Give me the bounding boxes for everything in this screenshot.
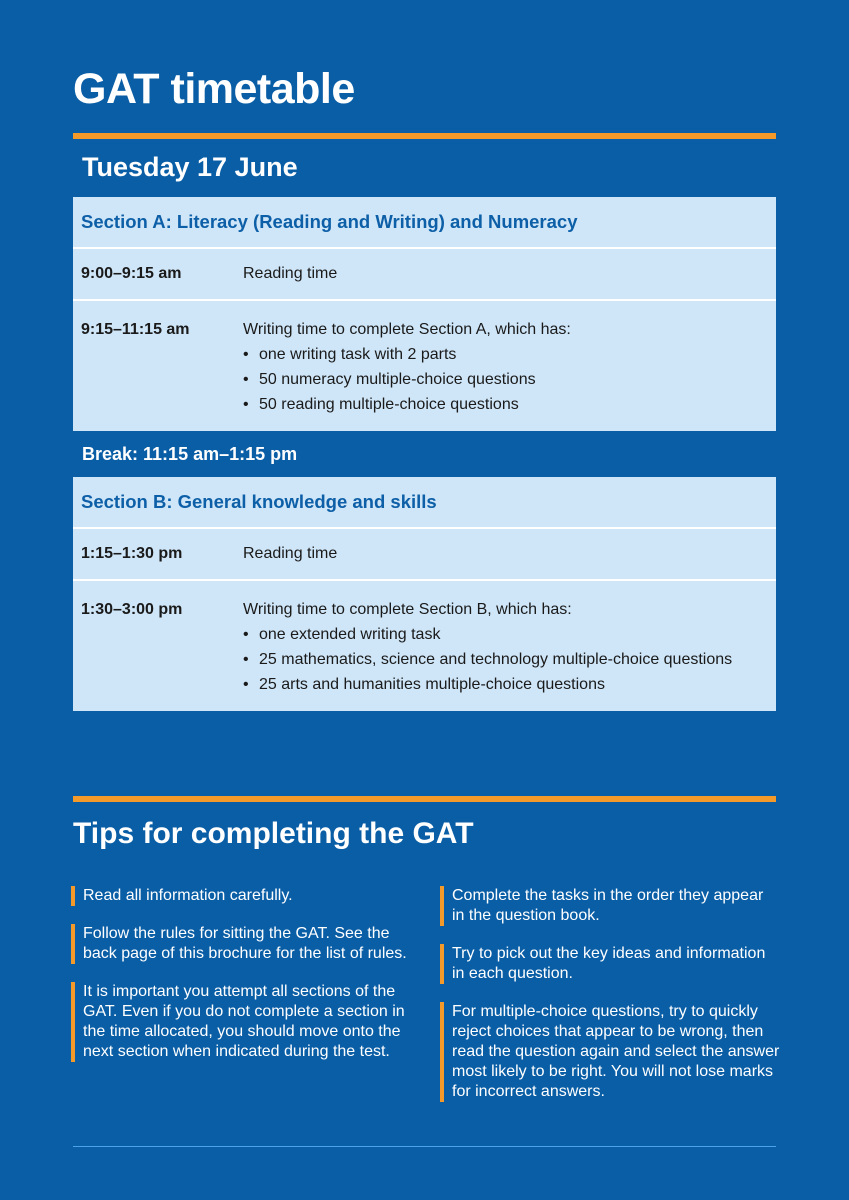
- row-intro: Writing time to complete Section B, which has:: [243, 601, 572, 618]
- section-b-title: Section B: General knowledge and skills: [73, 477, 776, 529]
- page-title: GAT timetable: [73, 65, 355, 113]
- list-item: • 25 arts and humanities multiple-choice questions: [243, 672, 768, 697]
- row-time: 9:15–11:15 am: [81, 321, 190, 338]
- section-a-title: Section A: Literacy (Reading and Writing) and Numeracy: [73, 197, 776, 249]
- bullet-list: [243, 342, 768, 417]
- tip-item: Read all information carefully.: [71, 886, 411, 906]
- table-row: [73, 249, 776, 301]
- row-time: 1:15–1:30 pm: [81, 545, 183, 562]
- tips-left-column: [71, 886, 411, 1080]
- table-row: [73, 581, 776, 711]
- row-description: Reading time: [243, 265, 338, 282]
- row-time: 1:30–3:00 pm: [81, 601, 183, 618]
- top-divider: [73, 133, 776, 139]
- tip-item: For multiple-choice questions, try to quickly reject choices that appear to be wrong, then read the question again and select the answer most likely to be right. You will not lose marks for incorrect answers.: [440, 1002, 780, 1102]
- list-item: • 50 numeracy multiple-choice questions: [243, 367, 768, 392]
- list-item: • one extended writing task: [243, 622, 768, 647]
- row-description: [243, 597, 768, 697]
- tip-item: Try to pick out the key ideas and information in each question.: [440, 944, 780, 984]
- row-description: Reading time: [243, 545, 338, 562]
- table-row: [73, 529, 776, 581]
- tips-divider: [73, 796, 776, 802]
- list-item: • one writing task with 2 parts: [243, 342, 768, 367]
- section-a-panel: [73, 197, 776, 431]
- table-row: [73, 301, 776, 431]
- tips-title: Tips for completing the GAT: [73, 817, 474, 850]
- tip-item: Complete the tasks in the order they appear in the question book.: [440, 886, 780, 926]
- tips-right-column: [440, 886, 780, 1120]
- bottom-divider: [73, 1146, 776, 1147]
- break-label: Break: 11:15 am–1:15 pm: [82, 444, 298, 464]
- list-item: • 50 reading multiple-choice questions: [243, 392, 768, 417]
- row-description: [243, 317, 768, 417]
- day-heading: Tuesday 17 June: [82, 152, 298, 182]
- row-intro: Writing time to complete Section A, which has:: [243, 321, 571, 338]
- bullet-list: [243, 622, 768, 697]
- tip-item: It is important you attempt all sections of the GAT. Even if you do not complete a section in the time allocated, you should move onto the next section when indicated during the test.: [71, 982, 411, 1062]
- list-item: • 25 mathematics, science and technology multiple-choice questions: [243, 647, 768, 672]
- section-b-panel: [73, 477, 776, 711]
- tip-item: Follow the rules for sitting the GAT. See the back page of this brochure for the list of rules.: [71, 924, 411, 964]
- row-time: 9:00–9:15 am: [81, 265, 182, 282]
